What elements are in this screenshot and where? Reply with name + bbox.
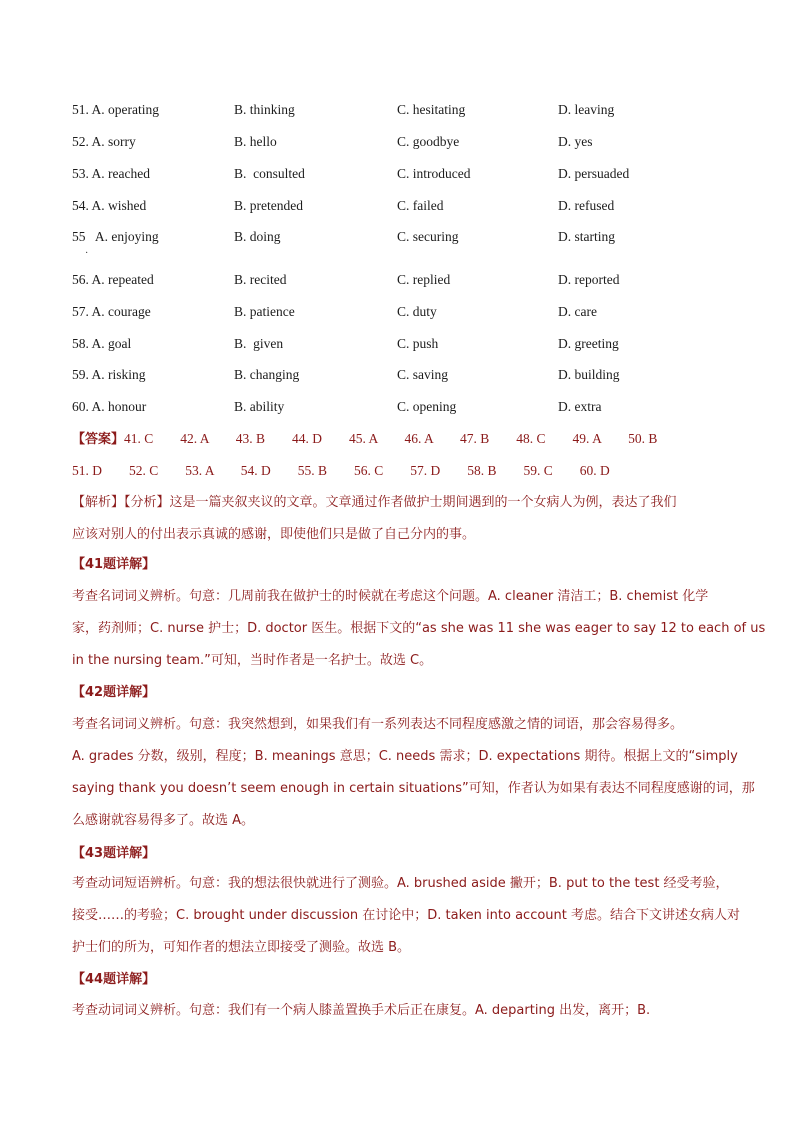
question-52-options <box>0 131 794 153</box>
option-c: C. goodbye <box>397 134 460 149</box>
text-line: 考查动词词义辨析。句意：我们有一个病人膝盖置换手术后正在康复。A. departing 出发，离开；B. <box>72 1003 651 1018</box>
answer-key-row-1 <box>72 428 657 450</box>
option-c: C. opening <box>397 399 457 414</box>
option-d: D. reported <box>558 272 620 287</box>
section-heading-43: 【43题详解】 <box>72 846 156 861</box>
option-d: D. starting <box>558 229 615 244</box>
option-d: D. refused <box>558 198 615 213</box>
option-d: D. building <box>558 367 620 382</box>
text-line: 应该对别人的付出表示真诚的感谢，即使他们只是做了自己分内的事。 <box>72 527 476 542</box>
question-60-options <box>0 396 794 418</box>
stray-dot-mark: · <box>85 248 89 259</box>
option-b: B. pretended <box>234 198 303 213</box>
option-d: D. extra <box>558 399 602 414</box>
option-b: B. thinking <box>234 102 295 117</box>
question-55-options <box>0 226 794 248</box>
option-b: B. ability <box>234 399 285 414</box>
option-c: C. hesitating <box>397 102 466 117</box>
answer-values: 51. D 52. C 53. A 54. D 55. B 56. C 57. D 58. B 59. C 60. D <box>72 463 610 478</box>
option-a: 53. A. reached <box>72 166 150 181</box>
option-c: C. push <box>397 336 439 351</box>
option-a: 51. A. operating <box>72 102 159 117</box>
explanation-44 <box>72 998 732 1030</box>
answer-values: 41. C 42. A 43. B 44. D 45. A 46. A 47. B 48. C 49. A 50. B <box>124 431 658 446</box>
text-line: 么感谢就容易得多了。故选 A。 <box>72 813 255 828</box>
option-b: B. changing <box>234 367 300 382</box>
explanation-41 <box>72 584 766 680</box>
answer-label: 【答案】 <box>72 432 125 447</box>
question-59-options <box>0 364 794 386</box>
section-heading-42: 【42题详解】 <box>72 685 156 700</box>
option-b: B. doing <box>234 229 281 244</box>
text-line: 考查名词词义辨析。句意：我突然想到，如果我们有一系列表达不同程度感激之情的词语，那会容易得多。 <box>72 717 684 732</box>
option-c: C. failed <box>397 198 444 213</box>
question-57-options <box>0 301 794 323</box>
text-line: A. grades 分数，级别，程度；B. meanings 意思；C. needs 需求；D. expectations 期待。根据上文的“simply <box>72 749 738 764</box>
answer-key-row-2 <box>72 460 610 482</box>
option-a: 58. A. goal <box>72 336 132 351</box>
text-line: 考查动词短语辨析。句意：我的想法很快就进行了测验。A. brushed aside 撇开；B. put to the test 经受考验， <box>72 876 729 891</box>
option-a: 55 A. enjoying <box>72 229 159 244</box>
option-c: C. introduced <box>397 166 471 181</box>
option-d: D. yes <box>558 134 593 149</box>
text-line: in the nursing team.”可知，当时作者是一名护士。故选 C。 <box>72 653 433 668</box>
option-d: D. leaving <box>558 102 615 117</box>
option-a: 59. A. risking <box>72 367 146 382</box>
question-51-options <box>0 99 794 121</box>
section-heading-41: 【41题详解】 <box>72 557 156 572</box>
text-line: 接受……的考验；C. brought under discussion 在讨论中；D. taken into account 考虑。结合下文讲述女病人对 <box>72 908 741 923</box>
option-b: B. hello <box>234 134 277 149</box>
option-d: D. greeting <box>558 336 619 351</box>
option-b: B. consulted <box>234 166 305 181</box>
question-56-options <box>0 269 794 291</box>
option-b: B. patience <box>234 304 295 319</box>
option-b: B. recited <box>234 272 287 287</box>
option-a: 57. A. courage <box>72 304 151 319</box>
option-c: C. duty <box>397 304 437 319</box>
text-line: 【解析】【分析】这是一篇夹叙夹议的文章。文章通过作者做护士期间遇到的一个女病人为例，表达了我们 <box>72 495 677 510</box>
option-a: 56. A. repeated <box>72 272 154 287</box>
explanation-43 <box>72 871 741 967</box>
text-line: 家，药剂师；C. nurse 护士；D. doctor 医生。根据下文的“as she was 11 she was eager to say 12 to each of us <box>72 621 766 636</box>
option-d: D. persuaded <box>558 166 630 181</box>
text-line: 护士们的所为，可知作者的想法立即接受了测验。故选 B。 <box>72 940 411 955</box>
option-a: 54. A. wished <box>72 198 147 213</box>
option-a: 52. A. sorry <box>72 134 136 149</box>
question-53-options <box>0 163 794 185</box>
option-a: 60. A. honour <box>72 399 147 414</box>
option-d: D. care <box>558 304 597 319</box>
section-heading-44: 【44题详解】 <box>72 972 156 987</box>
question-58-options <box>0 333 794 355</box>
explanation-42 <box>72 712 755 840</box>
text-line: 考查名词词义辨析。句意：几周前我在做护士的时候就在考虑这个问题。A. cleaner 清洁工；B. chemist 化学 <box>72 589 709 604</box>
text-line: saying thank you doesn’t seem enough in certain situations”可知，作者认为如果有表达不同程度感谢的词，那 <box>72 781 755 796</box>
question-54-options <box>0 195 794 217</box>
option-c: C. saving <box>397 367 449 382</box>
analysis-paragraph <box>72 490 732 554</box>
option-b: B. given <box>234 336 284 351</box>
option-c: C. securing <box>397 229 459 244</box>
option-c: C. replied <box>397 272 451 287</box>
